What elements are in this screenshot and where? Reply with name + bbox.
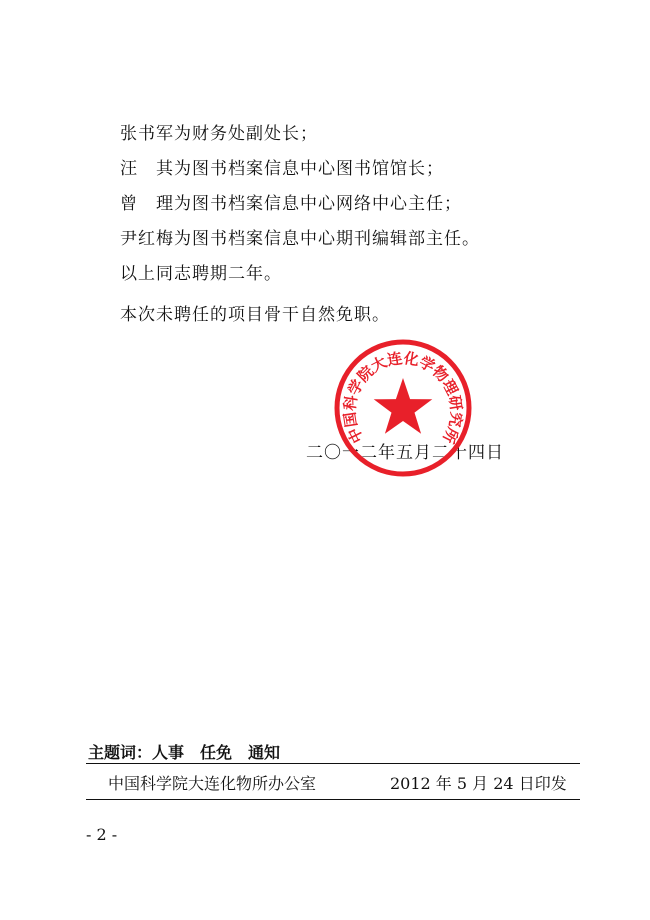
body-line-2: 汪 其为图书档案信息中心图书馆馆长； xyxy=(120,159,444,179)
official-seal-icon xyxy=(333,338,473,478)
subject-keywords: 主题词：人事 任免 通知 xyxy=(88,743,281,762)
page-number: - 2 - xyxy=(86,825,118,844)
body-line-6: 本次未聘任的项目骨干自然免职。 xyxy=(120,305,390,325)
seal-star-icon xyxy=(374,378,433,434)
document-date: 二〇一二年五月二十四日 xyxy=(306,443,504,463)
body-line-4: 尹红梅为图书档案信息中心期刊编辑部主任。 xyxy=(120,229,480,249)
issuing-office: 中国科学院大连化物所办公室 xyxy=(108,774,317,793)
print-date: 2012 年 5 月 24 日印发 xyxy=(390,774,567,793)
body-line-1: 张书军为财务处副处长； xyxy=(120,124,318,144)
divider xyxy=(86,763,580,764)
seal-text: 中国科学院大连化学物理研究所 xyxy=(340,349,466,447)
body-line-3: 曾 理为图书档案信息中心网络中心主任； xyxy=(120,194,462,214)
divider xyxy=(86,799,580,800)
body-line-5: 以上同志聘期二年。 xyxy=(120,264,282,284)
